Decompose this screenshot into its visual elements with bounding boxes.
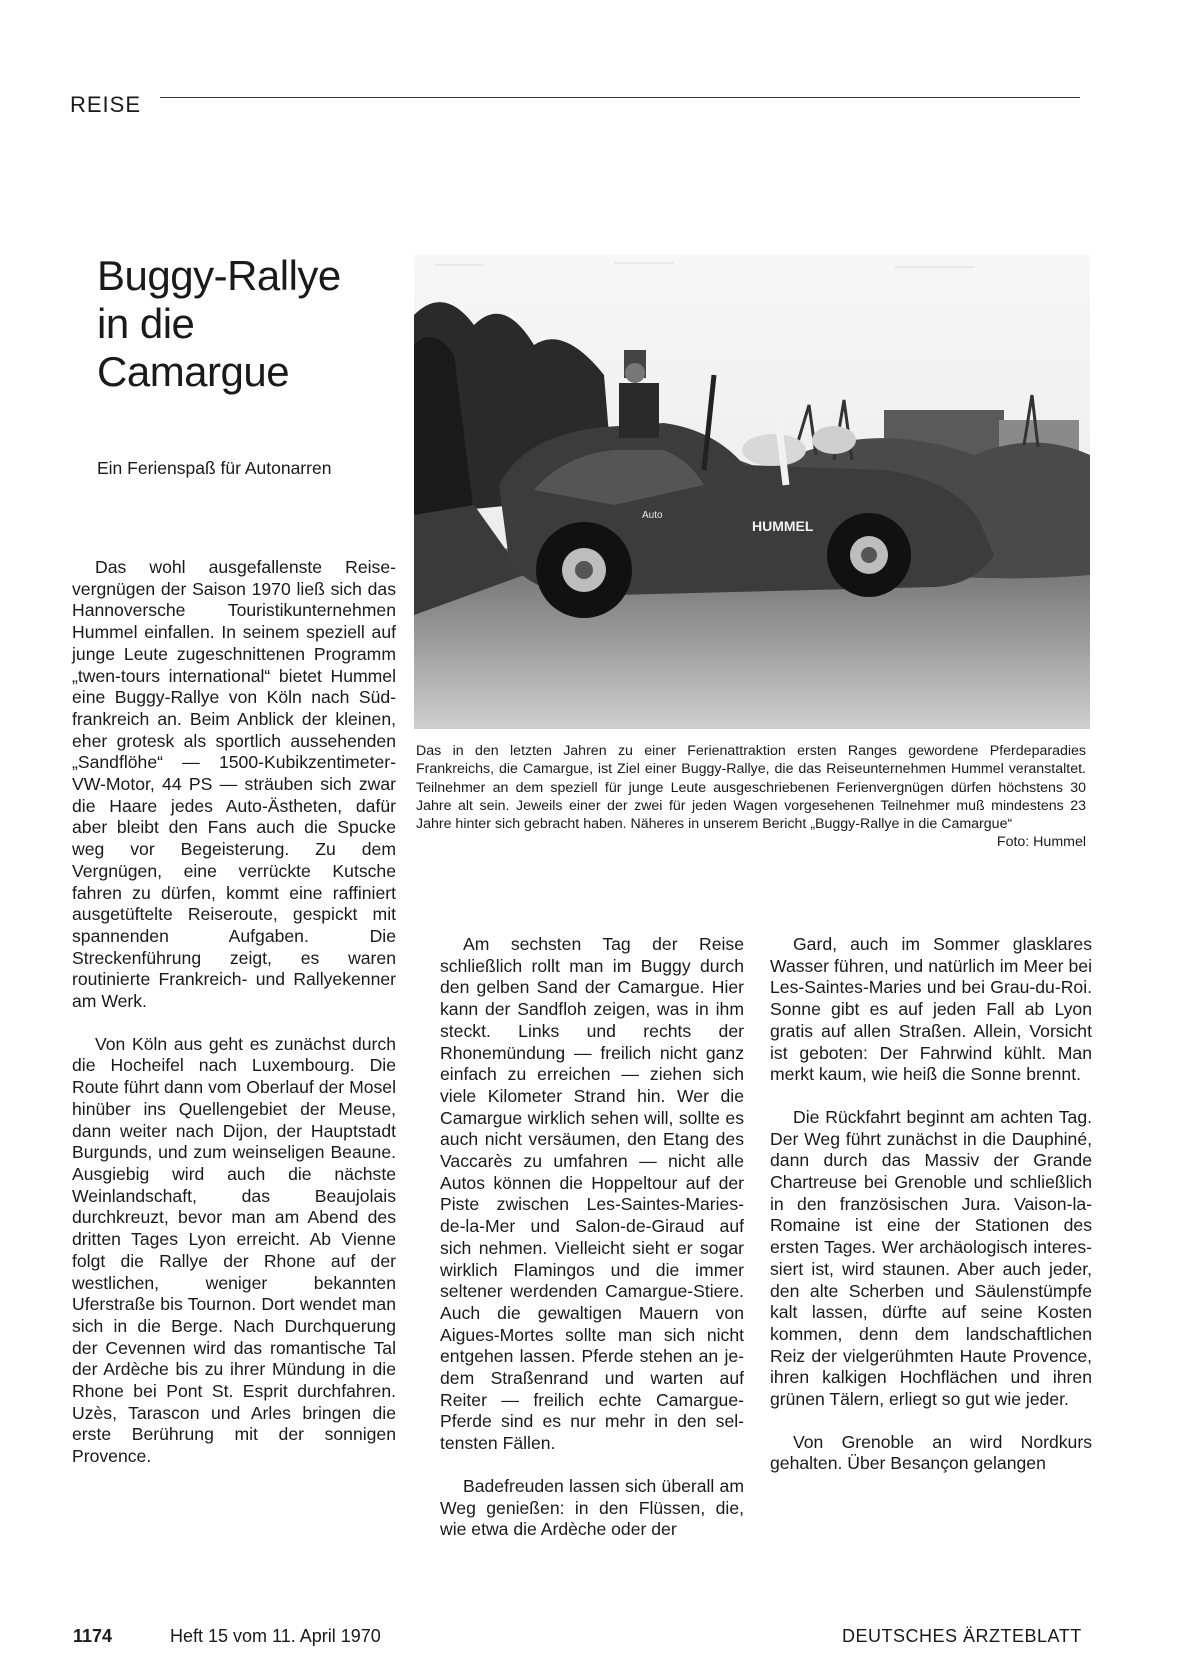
buggy-photo [414, 255, 1090, 729]
article-column-3 [770, 934, 1092, 1475]
title-line: Camargue [97, 348, 290, 395]
car-label-auto: Auto [642, 510, 663, 521]
photo-credit: Foto: Hummel [996, 834, 1086, 851]
page-number: 1174 [73, 1626, 113, 1646]
paragraph: Gard, auch im Sommer glasklares Wasser führen, und natürlich im Meer bei Les-Saintes-Maries und bei Grau-du-Roi. Sonne gibt es auf jeden Fall ab Lyon gratis auf allen Straßen. Allein, Vorsicht ist geboten: Der Fahrwind kühlt. Man merkt kaum, wie heiß die Sonne brennt. [770, 934, 1092, 1085]
article-column-2 [440, 934, 744, 1541]
paragraph: Von Grenoble an wird Nordkurs gehalten. Über Besançon gelangen [770, 1431, 1092, 1474]
paragraph: Am sechsten Tag der Reise schließlich rollt man im Buggy durch den gelben Sand der Camargue. Hier kann der Sandfloh zeigen, was in ihm steckt. Links und rechts der Rhonemündung — freilich nicht ganz einfach zu erreichen — ziehen sich viele Kilometer Strand hin. Wer die Camargue wirklich sehen will, sollte es auch nicht versäumen, den Etang des Vaccarès zu umfahren — nicht alle Autos können die Hoppeltour auf der Piste zwischen Les-Saintes-Maries-de-la-Mer und Salon-de-Giraud auf sich nehmen. Vielleicht sieht er sogar wirklich Flamingos und die immer seltener werdenden Camargue-Stiere. Auch die gewaltigen Mauern von Aigues-Mortes sollte man sich nicht entgehen lassen. Pferde stehen an jedem Straßenrand und warten auf Reiter — freilich echte Camargue-Pferde sind es nur mehr in den seltensten Fällen. [440, 934, 744, 1454]
paragraph: Von Köln aus geht es zunächst durch die Hocheifel nach Luxembourg. Die Route führt dann vom Oberlauf der Mosel hinüber ins Quellengebiet der Meuse, dann weiter nach Dijon, der Hauptstadt Burgunds, und zum weinseligen Beaune. Ausgiebig wird auch die nächste Weinlandschaft, das Beaujolais durchkreuzt, bevor man am Abend des dritten Tages Lyon erreicht. Ab Vienne folgt die Rallye der Rhone auf der westlichen, weniger bekannten Uferstraße bis Tournon. Dort wendet man sich in die Berge. Nach Durchquerung der Cevennen wird das romantische Tal der Ardèche bis zu ihrer Mündung in die Rhone bei Pont St. Esprit durchfahren. Uzès, Tarascon und Arles bringen die erste Berührung mit der sonnigen Provence. [72, 1033, 396, 1467]
car-label-hummel: HUMMEL [752, 518, 814, 534]
article-subtitle: Ein Ferienspaß für Autonarren [97, 458, 332, 478]
photo-caption [416, 742, 1086, 852]
buggy-photo-illustration [414, 255, 1090, 729]
journal-name: DEUTSCHES ÄRZTEBLATT [842, 1626, 1082, 1646]
article-column-1 [72, 557, 396, 1468]
paragraph: Das wohl ausgefallenste Reisevergnügen der Saison 1970 ließ sich das Hannoversche Touristikunternehmen Hummel einfallen. In seinem speziell auf junge Leute zugeschnittenen Programm „twen-tours international“ bietet Hummel eine Buggy-Rallye von Köln nach Südfrankreich an. Beim Anblick der kleinen, eher grotesk als sportlich aussehenden „Sandflöhe“ — 1500-Kubikzentimeter-VW-Motor, 44 PS — sträuben sich zwar die Haare jedes Auto-Ästheten, dafür aber bleibt den Fans auch die Spucke weg vor Begeisterung. Zu dem Vergnügen, eine verrückte Kutsche fahren zu dürfen, kommt eine raffiniert ausgetüftelte Reiseroute, gespickt mit spannenden Aufgaben. Die Streckenführung zeigt, es waren routinierte Frankreich- und Rallyekenner am Werk. [72, 557, 396, 1012]
paragraph: Badefreuden lassen sich überall am Weg genießen: in den Flüssen, die, wie etwa die Ardèche oder der [440, 1475, 744, 1540]
section-label: REISE [70, 92, 142, 117]
caption-text: Das in den letzten Jahren zu einer Ferienattraktion ersten Ranges gewordene Pferdeparadies Frankreichs, die Camargue, ist Ziel einer Buggy-Rallye, die das Reiseunternehmen Hummel veranstaltet. Teilnehmer an dem speziell für junge Leute ausgeschriebenen Ferienvergnügen dürfen höchstens 30 Jahre alt sein. Jeweils einer der zwei für jeden Wagen vorgesehenen Teilnehmer muß mindestens 23 Jahre hinter sich gebracht haben. Näheres in unserem Bericht „Buggy-Rallye in die Camargue“ [416, 743, 1086, 833]
article-title [97, 252, 341, 396]
paragraph: Die Rückfahrt beginnt am achten Tag. Der Weg führt zunächst in die Dauphiné, dann durch das Massiv der Grande Chartreuse bei Grenoble und schließlich in den französischen Jura. Vaison-la-Romaine ist eine der Stationen des ersten Tages. Wer archäologisch interessiert ist, wird staunen. Aber auch jeder, den alte Scherben und Säulenstümpfe kalt lassen, dürfte auf seine Kosten kommen, denn dem landschaftlichen Reiz der vielgerühmten Haute Provence, ihren kalkigen Hochflächen und ihren grünen Tälern, erliegt so gut wie jeder. [770, 1106, 1092, 1410]
header-rule [160, 97, 1080, 98]
title-line: Buggy-Rallye [97, 252, 341, 299]
issue-info: Heft 15 vom 11. April 1970 [170, 1626, 381, 1646]
title-line: in die [97, 300, 195, 347]
